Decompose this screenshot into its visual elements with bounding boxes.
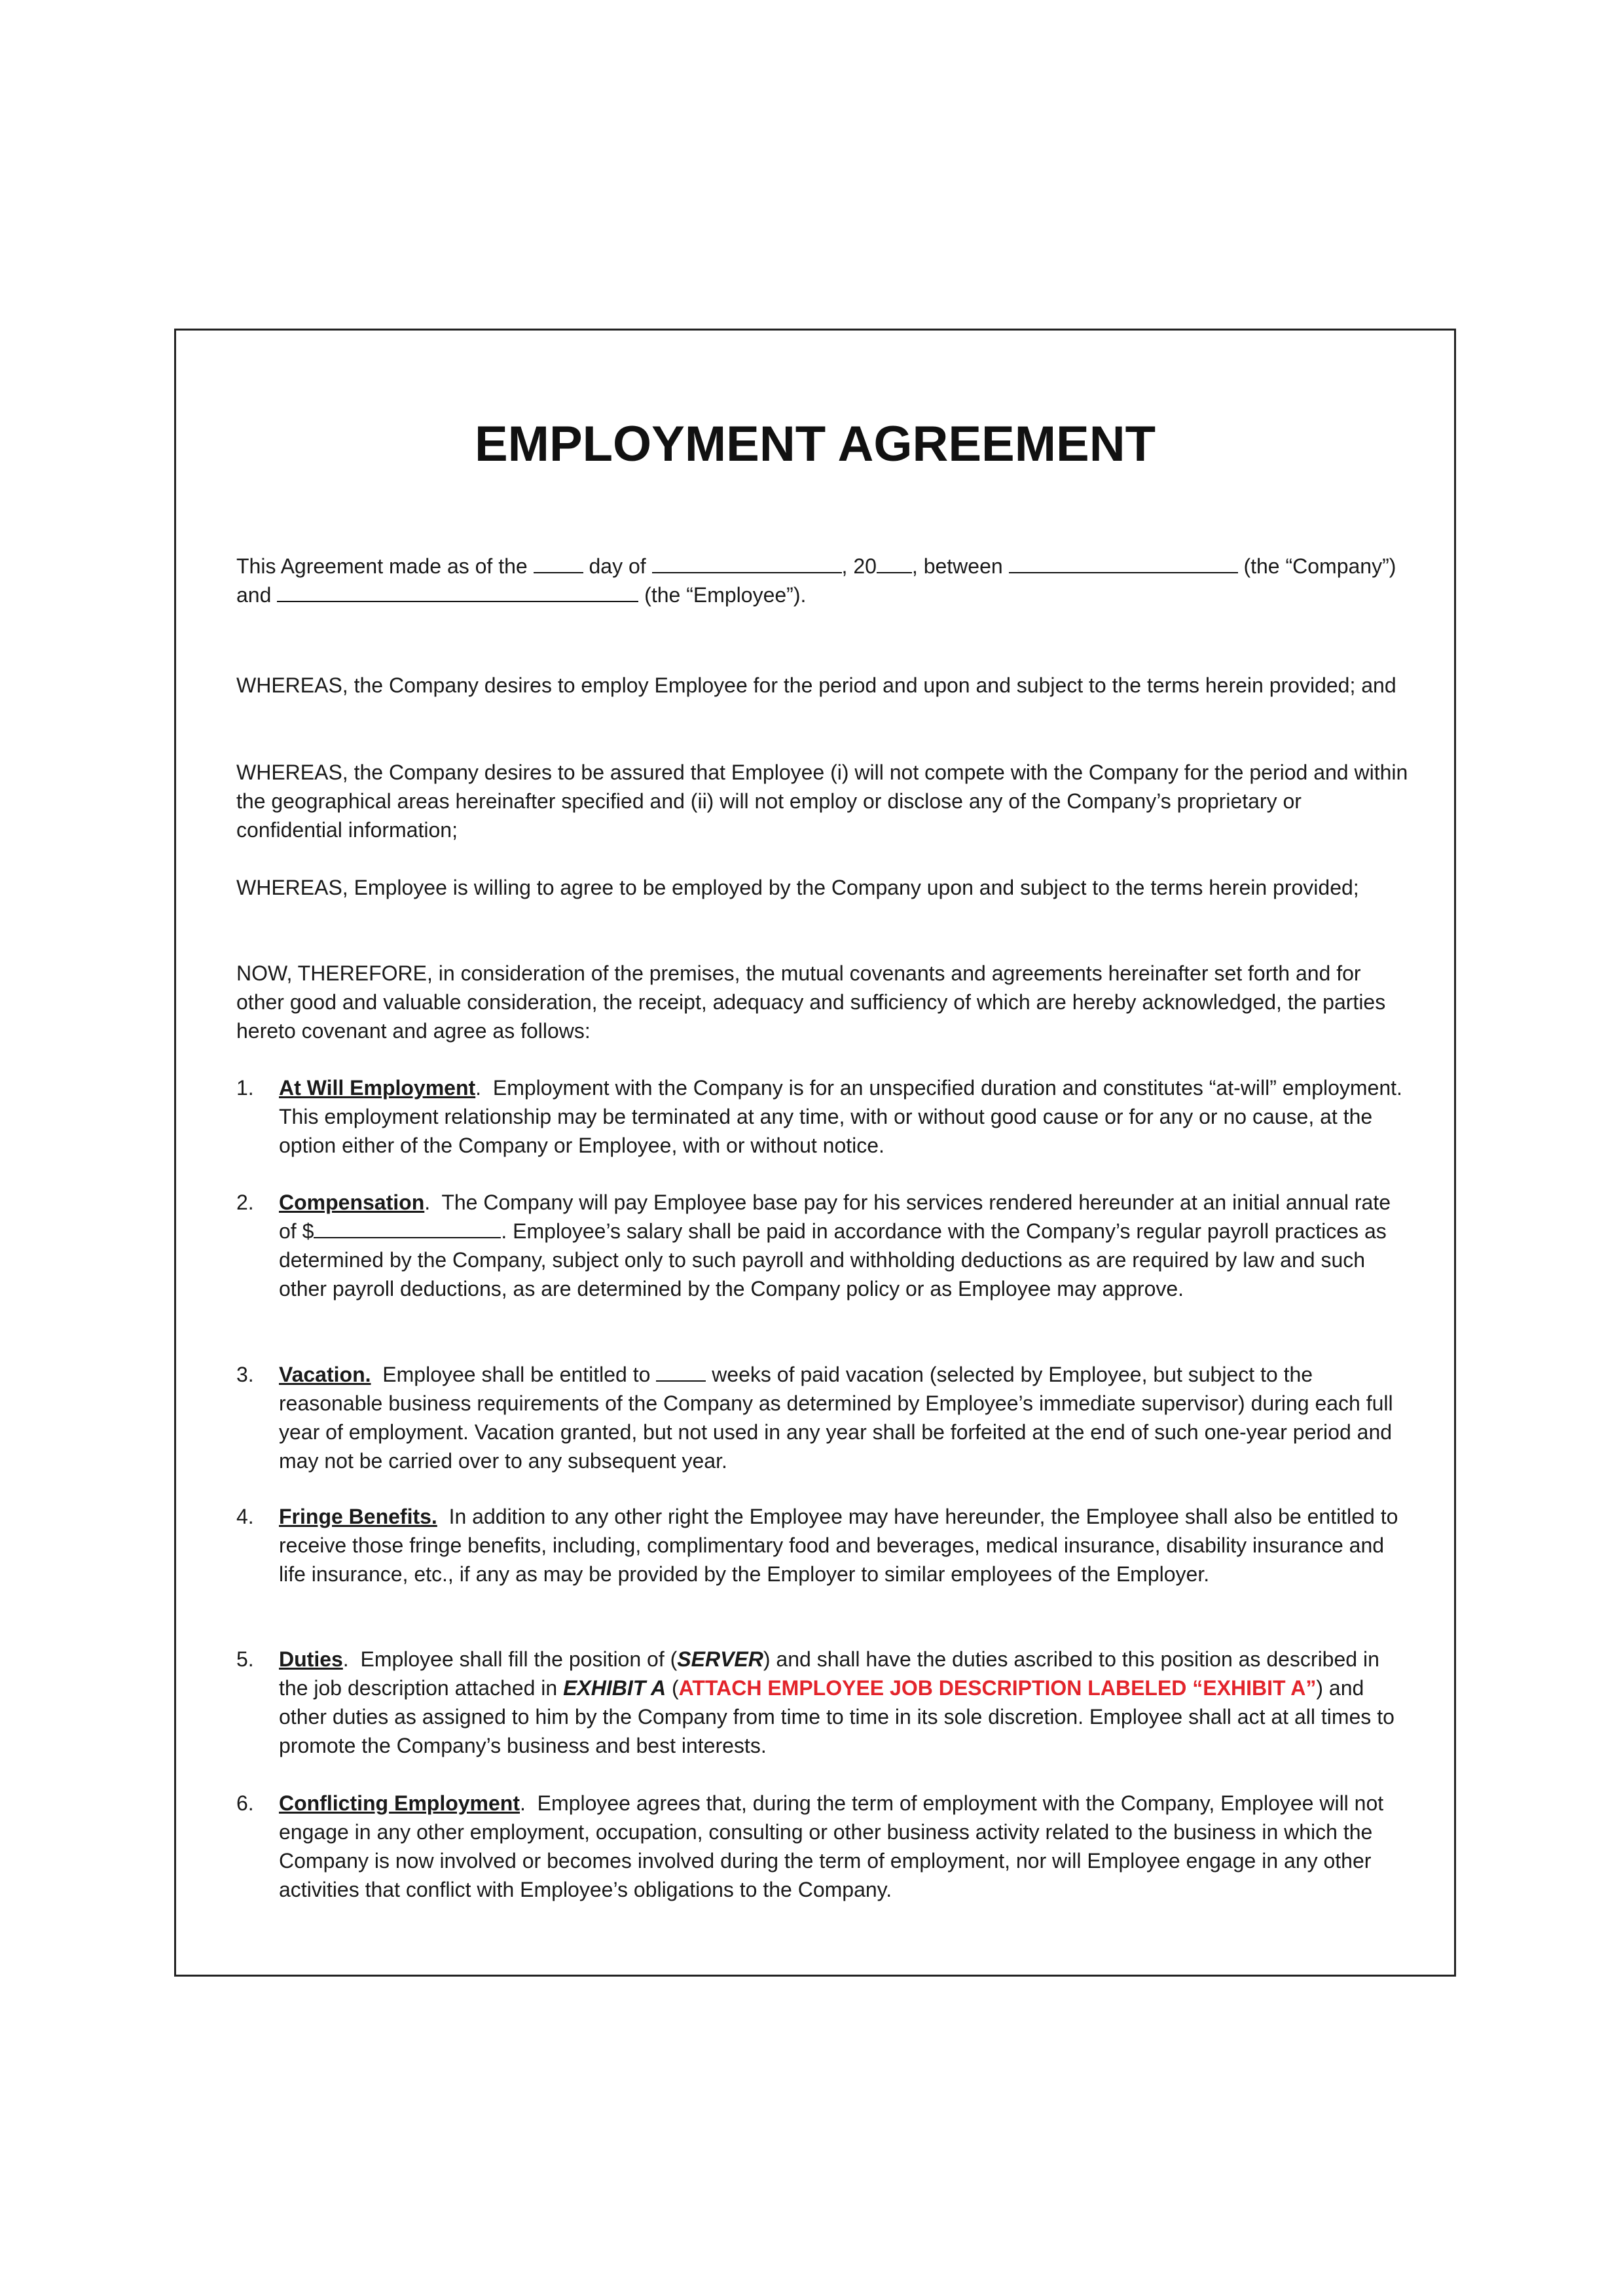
clause-4 <box>236 1502 1408 1588</box>
clause-6: 6. Conflicting Employment. Employee agrees that, during the term of employment with the Company, Employee will not engage in any other employment, occupation, consulting or other business activity related to the business in which the Company is now involved or becomes involved during the term of employment, nor will Employee engage in any other activities that conflict with Employee’s obligations to the Company. <box>236 1789 1408 1904</box>
clause-heading: Conflicting Employment <box>279 1791 520 1815</box>
salary-blank[interactable] <box>314 1217 501 1238</box>
exhibit-reference: EXHIBIT A <box>563 1676 666 1700</box>
clause-heading: At Will Employment <box>279 1076 476 1100</box>
clause-number: 5. <box>236 1647 254 1671</box>
company-name-blank[interactable] <box>1009 552 1238 573</box>
clause-heading: Fringe Benefits. <box>279 1505 437 1528</box>
clause-text: In addition to any other right the Employee may have hereunder, the Employee shall also be entitled to receive those fringe benefits, including, complimentary food and beverages, medical insurance, disability insurance and life insurance, etc., if any as may be provided by the Employer to similar employees of the Employer. <box>279 1505 1398 1586</box>
intro-text-5: (the “Company”) and <box>236 554 1396 607</box>
intro-text-4: , between <box>911 554 1003 578</box>
intro-paragraph <box>236 552 1408 609</box>
clause-heading: Duties <box>279 1647 343 1671</box>
day-blank[interactable] <box>534 552 583 573</box>
clause-number: 4. <box>236 1505 254 1528</box>
clause-text: weeks of paid vacation (selected by Employee, but subject to the reasonable business requirements of the Company as determined by Employee’s immediate supervisor) during each full year of employment. Vacation granted, but not used in any year shall be forfeited at the end of such one-year period and may not be carried over to any subsequent year. <box>279 1363 1393 1473</box>
clause-3 <box>236 1360 1408 1475</box>
clause-text: ) and shall have the duties ascribed to this position as described in the job description attached in <box>279 1647 1379 1700</box>
whereas-paragraph-2: WHEREAS, the Company desires to be assured that Employee (i) will not compete with the Company for the period and within the geographical areas hereinafter specified and (ii) will not employ or disclose any of the Company’s proprietary or confidential information; <box>236 761 1408 842</box>
clause-number: 6. <box>236 1791 254 1815</box>
clause-2: 2. Compensation. The Company will pay Employee base pay for his services rendered hereunder at an initial annual rate of $ . Employee’s salary shall be paid in accordance with the Company’s regular payroll practices as determined by the Company, subject only to such payroll and withholding deductions as are required by law and such other payroll deductions, as are determined by the Company policy or as Employee may approve. <box>236 1188 1408 1303</box>
vacation-weeks-blank[interactable] <box>656 1361 706 1382</box>
intro-text-3: , 20 <box>841 554 877 578</box>
document-title: EMPLOYMENT AGREEMENT <box>474 416 1156 472</box>
clause-number: 2. <box>236 1191 254 1214</box>
whereas-paragraph-3: WHEREAS, Employee is willing to agree to be employed by the Company upon and subject to the terms herein provided; <box>236 876 1359 899</box>
clause-text: The Company will pay Employee base pay for his services rendered hereunder at an initial annual rate of $ <box>279 1191 1391 1243</box>
employee-name-blank[interactable] <box>277 581 638 602</box>
paren-open: ( <box>672 1676 679 1700</box>
year-blank[interactable] <box>877 552 912 573</box>
document-page <box>174 329 1456 1977</box>
intro-text-2: day of <box>589 554 646 578</box>
clause-heading: Compensation <box>279 1191 425 1214</box>
exhibit-instruction-note: ATTACH EMPLOYEE JOB DESCRIPTION LABELED “EXHIBIT A” <box>678 1676 1317 1700</box>
intro-text-6: (the “Employee”). <box>644 583 807 607</box>
clause-text: Employee shall be entitled to <box>382 1363 651 1386</box>
clause-heading: Vacation. <box>279 1363 371 1386</box>
clause-number: 3. <box>236 1363 254 1386</box>
clause-text: ) and other duties as assigned to him by the Company from time to time in its sole discretion. Employee shall act at all times to promote the Company’s business and best interests. <box>279 1676 1395 1757</box>
position-value: SERVER <box>677 1647 763 1671</box>
clause-text: Employee agrees that, during the term of employment with the Company, Employee will not engage in any other employment, occupation, consulting or other business activity related to the business in which the Company is now involved or becomes involved during the term of employment, nor will Employee engage in any other activities that conflict with Employee’s obligations to the Company. <box>279 1791 1384 1901</box>
now-therefore-paragraph: NOW, THEREFORE, in consideration of the premises, the mutual covenants and agreements hereinafter set forth and for other good and valuable consideration, the receipt, adequacy and sufficiency of which are hereby acknowledged, the parties hereto covenant and agree as follows: <box>236 961 1386 1043</box>
clause-text: . Employee’s salary shall be paid in accordance with the Company’s regular payroll practices as determined by the Company, subject only to such payroll and withholding deductions as are required by law and such other payroll deductions, as are determined by the Company policy or as Employee may approve. <box>279 1219 1387 1300</box>
intro-text-1: This Agreement made as of the <box>236 554 528 578</box>
clause-1: 1. At Will Employment. Employment with the Company is for an unspecified duration and constitutes “at-will” employment. This employment relationship may be terminated at any time, with or without good cause or for any or no cause, at the option either of the Company or Employee, with or without notice. <box>236 1073 1408 1160</box>
clause-number: 1. <box>236 1076 254 1100</box>
clause-5: 5. Duties. Employee shall fill the position of (SERVER) and shall have the duties ascribed to this position as described in the job description attached in EXHIBIT A (ATTACH EMPLOYEE JOB DESCRIPTION LABELED “EXHIBIT A”) and other duties as assigned to him by the Company from time to time in its sole discretion. Employee shall act at all times to promote the Company’s business and best interests. <box>236 1645 1408 1760</box>
month-blank[interactable] <box>652 552 842 573</box>
clause-text: Employee shall fill the position of ( <box>360 1647 678 1671</box>
whereas-paragraph-1: WHEREAS, the Company desires to employ Employee for the period and upon and subject to the terms herein provided; and <box>236 673 1396 697</box>
clause-text: Employment with the Company is for an unspecified duration and constitutes “at-will” employment. This employment relationship may be terminated at any time, with or without good cause or for any or no cause, at the option either of the Company or Employee, with or without notice. <box>279 1076 1402 1157</box>
